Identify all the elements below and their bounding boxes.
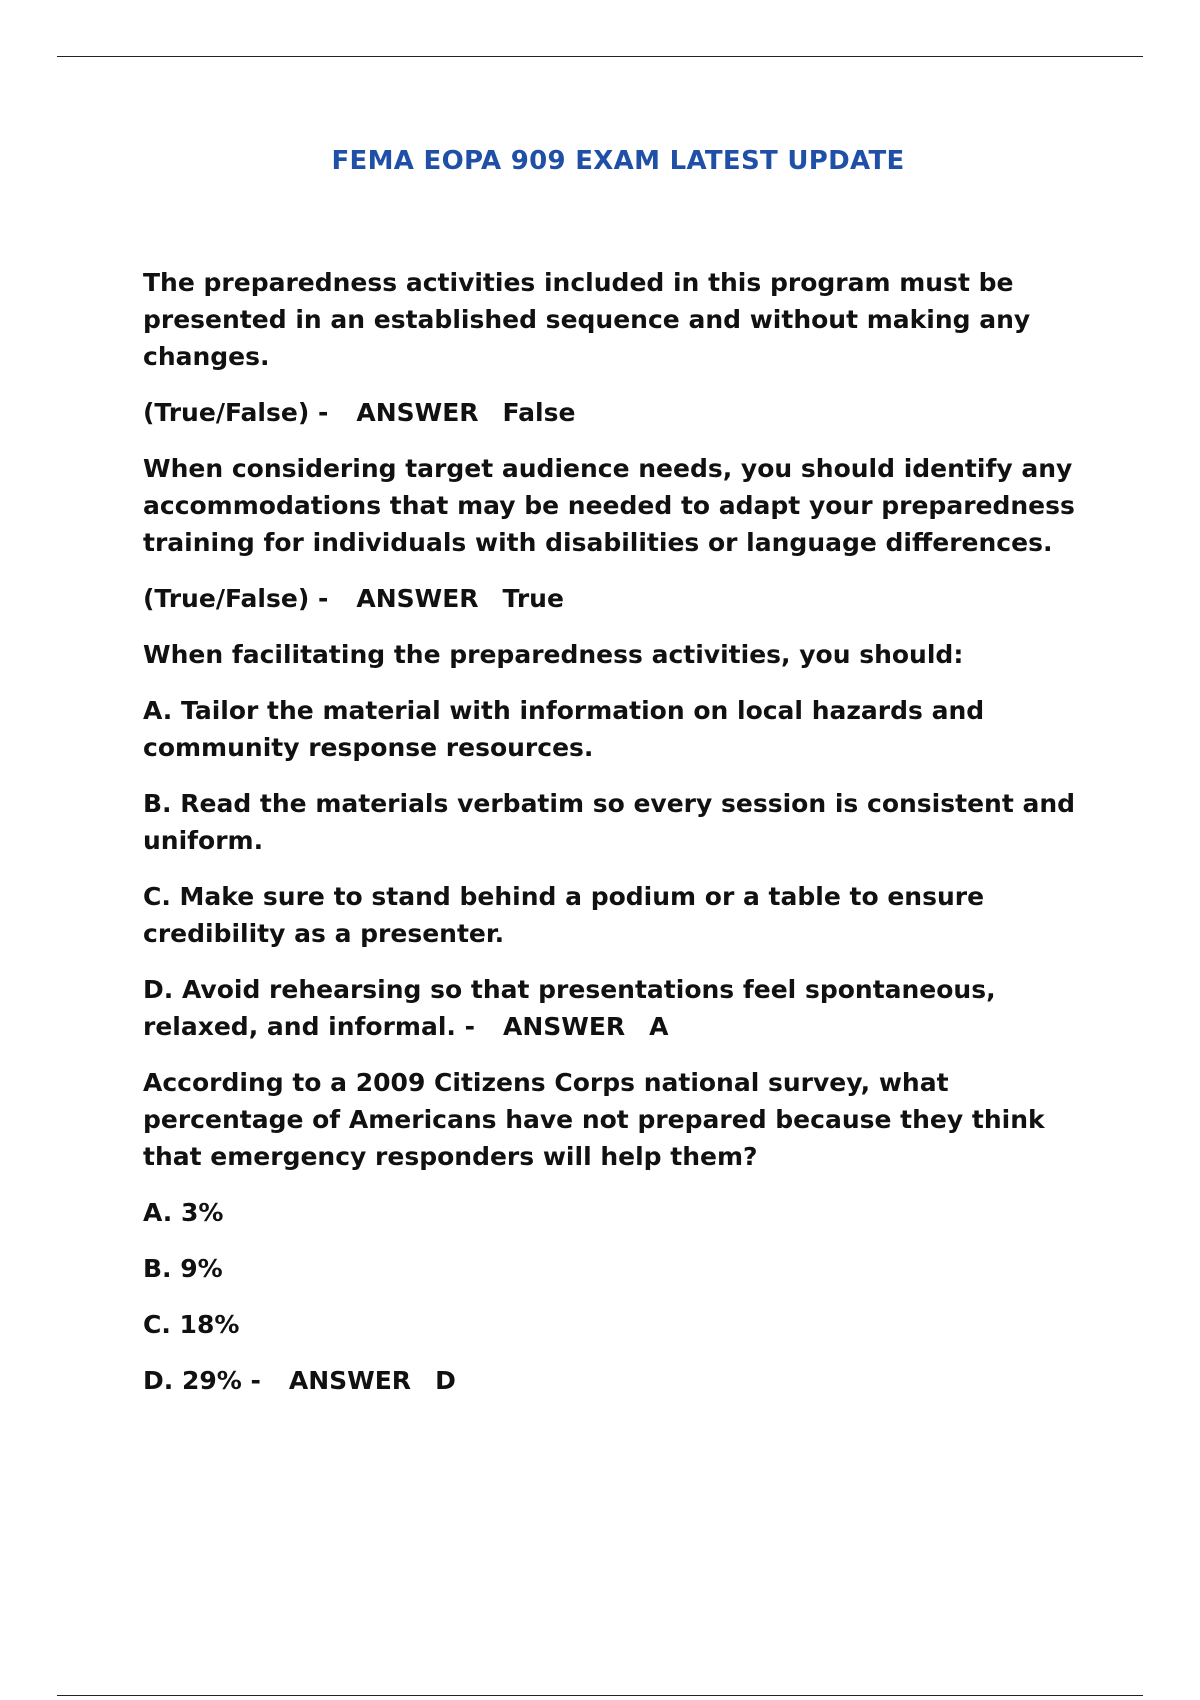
bottom-rule (57, 1695, 1143, 1696)
answer-prompt: (True/False) - (143, 584, 329, 613)
document-body (143, 264, 1103, 1418)
option-item-with-answer (143, 1362, 1103, 1399)
answer-line (143, 580, 1103, 617)
option-item: C. 18% (143, 1310, 240, 1339)
option-item: A. 3% (143, 1198, 224, 1227)
question-text: When considering target audience needs, you should identify any accommodations that may be needed to adapt your preparedness training for individuals with disabilities or language differences. (143, 454, 1075, 557)
answer-label: ANSWER (356, 584, 479, 613)
answer-value: D (435, 1366, 456, 1395)
question-text: According to a 2009 Citizens Corps national survey, what percentage of Americans have not prepared because they think that emergency responders will help them? (143, 1068, 1045, 1171)
option-item: C. Make sure to stand behind a podium or a table to ensure credibility as a presenter. (143, 882, 985, 948)
answer-label: ANSWER (502, 1012, 626, 1041)
top-rule (57, 56, 1143, 57)
question-text: When facilitating the preparedness activities, you should: (143, 640, 964, 669)
answer-label: ANSWER (288, 1366, 412, 1395)
answer-value: True (502, 584, 564, 613)
question-text: The preparedness activities included in this program must be presented in an established sequence and without making any changes. (143, 268, 1031, 371)
answer-value: False (502, 398, 576, 427)
answer-value: A (649, 1012, 669, 1041)
answer-prompt: (True/False) - (143, 398, 329, 427)
option-item: B. Read the materials verbatim so every session is consistent and uniform. (143, 789, 1076, 855)
option-item: B. 9% (143, 1254, 223, 1283)
option-item-with-answer (143, 971, 1103, 1045)
option-item: A. Tailor the material with information on local hazards and community response resources. (143, 696, 985, 762)
document-title: FEMA EOPA 909 EXAM LATEST UPDATE (331, 146, 905, 176)
answer-line (143, 394, 1103, 431)
answer-label: ANSWER (356, 398, 479, 427)
option-text: D. 29% - (143, 1366, 261, 1395)
option-text: D. Avoid rehearsing so that presentations feel spontaneous, relaxed, and informal. - (143, 975, 996, 1041)
